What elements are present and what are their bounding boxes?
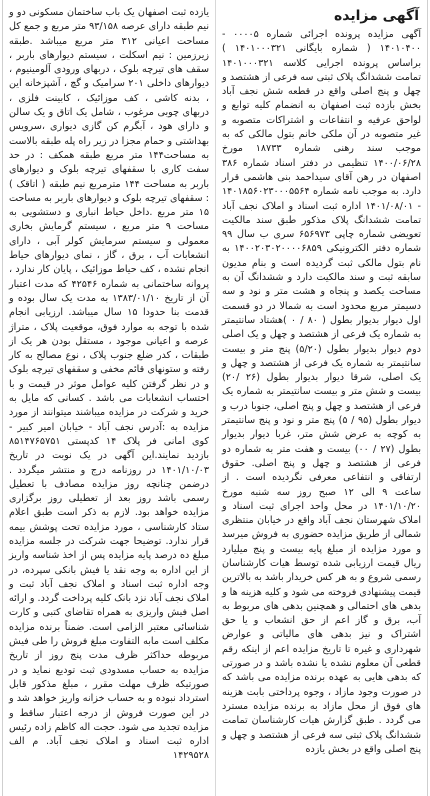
notice-left-column	[3, 0, 215, 796]
notice-right-column	[215, 0, 427, 796]
notice-columns	[3, 0, 427, 796]
newspaper-notice	[2, 0, 428, 796]
notice-left-column-text: یازده ثبت اصفهان یک باب ساختمان مسکونی دو و نیم طبقه دارای عرصه ۹۳/۱۵۸ متر مربع و جمع کل مساحت اعیانی ۳۱۲ متر مربع میباشد .طبقه زیرزمین : نیم اسکلت ، سیستم دیوارهای باربر ، سقف های تیرچه بلوک ، دربهای ورودی آلومینیوم ، دیوارهای داخلی ۲۰۱ سرامیک و گچ ، آشپزخانه این ، بدنه کاشی ، کف موزائیک ، کابینت فلزی ، دربهای چوبی مرغوب ، شامل یک اتاق و یک سالن و دارای هود ، آبگرم کن گازی دیواری ،سرویس بهداشتی و حمام مجزا در زیر راه پله طبقه بالاست به مساحت۱۴۴ متر مربع طبقه همکف : در حد سفت کاری با سقفهای تیرچه بلوک و دیوارهای باربر به مساحت ۱۴۴ مترمربع نیم طبقه ( اتاقک ) : سقفهای تیرچه بلوک و دیوارهای باربر به مساحت ۱۵ متر مربع .داخل حیاط انباری و دستشویی به مساحت ۹ متر مربع ، سیستم گرمایش بخاری معمولی و سیستم سرمایش کولر آبی ، دارای انشعابات آب ، برق ، گاز ، نمای دیوارهای حیاط انجام نشده ، کف حیاط موزائیک ، پایان کار ندارد ، پروانه ساختمانی به شماره ۴۲۵۴۶ که مدت اعتبار آن از تاریخ ۱۳۸۳/۰۱/۱۰ به مدت یک سال بوده و قدمت بنا حدودا ۱۵ سال میباشد. ارزیابی انجام شده با توجه به موارد فوق، موقعیت پلاک ، متراژ عرصه و اعیانی موجود ، مستقل بودن هر یک از طبقات ، کدر ضلع جنوب پلاک ، نوع مصالح به کار رفته و ستونهای قائم مخفی و سقفهای تیرچه بلوک و در نظر گرفتن کلیه عوامل موثر در قیمت و با احتساب انشعابات می باشد . کسانی که مایل به خرید و شرکت در مزایده میباشند میتوانند از مورد مزایده به :آدرس نجف آباد - خیابان امیر کبیر - کوی امانی فر پلاک ۱۴ کدپستی ۸۵۱۴۷۶۵۷۵۱ بازدید نمایند.این آگهی در یک نوبت در تاریخ ۱۴۰۱/۱۰/۰۳ در روزنامه درج و منتشر میگردد . درضمن چنانچه روز مزایده مصادف با تعطیل رسمی باشد روز بعد از تعطیلی روز برگزاری مزایده خواهد بود. لازم به ذکر است طبق اعلام ستاد کارشناسی ، مورد مزایده تحت پوشش بیمه قرار ندارد. توضیحا جهت شرکت در جلسه مزایده مبلغ ده درصد پایه مزایده پس از اخذ شناسه واریز از این اداره به وجه نقد یا فیش بانکی سپرده، در وجه اداره ثبت اسناد و املاک نجف آباد ثبت و املاک نجف آباد نزد بانک کلیه پرداخت گردد. و ارائه اصل فیش واریزی به همراه تقاضای کتبی و کارت شناسائی معتبر الزامی است. ضمناً برنده مزایده مکلف است مابه التفاوت مبلغ فروش را طی فیش مربوطه حداکثر ظرف مدت پنج روز از تاریخ مزایده به حساب مسدودی ثبت تودیع نماید و در صورتیکه ظرف مهلت مقرر ، مبلغ مذکور قابل استرداد نبوده و به حساب خزانه واریز خواهد شد و در این صورت فروش از درجه اعتبار ساقط و مزایده تجدید می شود. حجت اله کاظم زاده رئیس اداره ثبت اسناد و املاک نجف آباد. م الف ۱۴۲۹۵۲۸	[9, 7, 210, 762]
notice-right-column-text: آگهی مزایده پرونده اجرائی شماره ۰۰۰۰۵ - ۱۴۰۱۰۴۰۰ ( شماره بایگانی ۱۴۰۱۰۰۰۳۲۱ ) براساس پرونده اجرایی کلاسه ۱۴۰۱۰۰۰۳۲۱ تمامت ششدانگ پلاک ثبتی سه فرعی از هشتصد و چهل و پنج اصلی واقع در قطعه شش نجف آباد بخش بازده ثبت اصفهان به انضمام کلیه توابع و لواحق عرفیه و انتفاعات و اشتراکات متصوبه و غیر متصوبه در آن ملکی خانم بتول مالکی که به موجب سند رهنی شماره ۱۸۷۳۳ مورخ ۱۴۰۰/۰۶/۲۸ تنظیمی در دفتر اسناد شماره ۳۸۶ اصفهان در رهن آقای سیداحمد بنی هاشمی قرار دارد. به موجب نامه شماره ۱۴۰۱۸۵۶۰۲۳۰۰۰۵۵۶۴ - ۱۴۰۱/۰۸/۰۱ اداره ثبت اسناد و املاک نجف آباد تمامت ششدانگ پلاک مذکور طبق سند مالکیت تعویضی شماره چاپی ۶۵۶۹۷۳ سری ب سال ۹۹ شماره دفتر الکترونیکی ۱۴۰۰۲۰۳۰۲۰۰۰۰۶۸۵۹ به نام بتول مالکی ثبت گردیده است و بنام مدیون سابقه ثبت و سند مالکیت دارد و ششدانگ آن به مساحت یکصد و پنجاه و هشت متر و نود و سه دسیمتر مربع محدود است به شمالا در دو قسمت اول دیوار بدیوار بطول ( ۸۰ / ۰ )هشتاد سانتیمتر به شماره یک فرعی از هشتصد و چهل و یک اصلی دوم دیوار بدیوار بطول (۵/۲۰) پنج متر و بیست سانتیمتر به شماره یک فرعی از هشتصد و چهل و یک اصلی، شرقا دیوار بدیوار بطول (۲۶ /۲۰) بیست و شش متر و بیست سانتیمتر به شماره یک فرعی از هشتصد و چهل و پنج اصلی، جنوبا درب و دیوار بطول (۹۵ / ۵) پنج متر و نود و پنج سانتیمتر به کوچه به عرض شش متر، غربا دیوار بدیوار بطول (۲۷ / ۰۰) بیست و هفت متر به شماره دو فرعی از هشتصد و چهل و پنج اصلی. حقوق ارتفاقی و انتفاعی معرفی نگردیده است . از ساعت ۹ الی ۱۲ صبح روز سه شنبه مورخ ۱۴۰۱/۱۰/۲۰ در محل واحد اجرای ثبت اسناد و املاک شهرستان نجف آباد واقع در خیابان منتظری شمالی از طریق مزایده حضوری به فروش میرسد و مورد مزایده از مبلغ پایه بیست و پنج میلیارد ریال قیمت ارزیابی شده توسط هیات کارشناسان رسمی شروع و به هر کس خریدار باشد به بالاترین قیمت پیشنهادی فروخته می شود و کلیه هزینه ها و بدهی های احتمالی و همچنین بدهی های مربوط به آب، برق و گاز اعم از حق انشعاب و یا حق اشتراک و نیز بدهی های مالیاتی و عوارض شهرداری و غیره تا تاریخ مزایده اعم از اینکه رقم قطعی آن معلوم نشده یا نشده باشد و در صورتی که بدهی هایی به عهده برنده مزایده می باشد که در صورت وجود مازاد ، وجوه پرداختی بابت هزینه های فوق از محل مازاد به برنده مزایده مسترد می گردد . طبق گزارش هیات کارشناسان تمامت ششدانگ پلاک ثبتی سه فرعی از هشتصد و چهل و پنج اصلی واقع در بخش یازده	[221, 29, 422, 755]
notice-title: آگهی مزایده	[333, 8, 419, 24]
